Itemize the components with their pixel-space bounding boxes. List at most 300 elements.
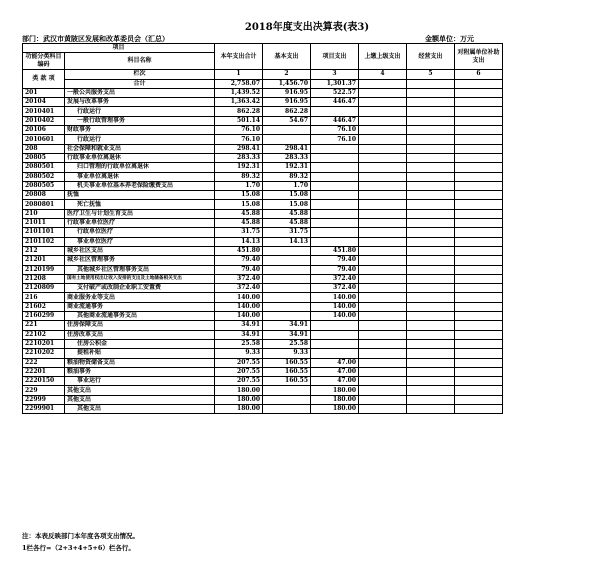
row-upper xyxy=(359,302,407,311)
row-biz xyxy=(407,153,455,162)
proj-header: 项目支出 xyxy=(311,44,359,70)
row-sub xyxy=(455,312,503,321)
row-code: 2101102 xyxy=(23,237,65,246)
table-row xyxy=(23,191,595,200)
row-total: 79.40 xyxy=(215,265,263,274)
table-row xyxy=(23,116,595,125)
table-row xyxy=(23,349,595,358)
row-project xyxy=(311,144,359,153)
table-row xyxy=(23,237,595,246)
row-basic: 862.28 xyxy=(263,107,311,116)
row-name: 行政事业单位离退休 xyxy=(65,153,215,162)
row-total: 25.58 xyxy=(215,339,263,348)
row-biz xyxy=(407,163,455,172)
row-spacer xyxy=(503,191,595,200)
row-project: 446.47 xyxy=(311,116,359,125)
row-spacer xyxy=(503,339,595,348)
row-project: 446.47 xyxy=(311,98,359,107)
row-sub xyxy=(455,256,503,265)
row-biz xyxy=(407,246,455,255)
row-name: 行政单位医疗 xyxy=(65,228,215,237)
row-name: 其他支出 xyxy=(65,404,215,413)
row-biz xyxy=(407,302,455,311)
row-code: 229 xyxy=(23,386,65,395)
row-spacer xyxy=(503,219,595,228)
table-row xyxy=(23,219,595,228)
row-project xyxy=(311,339,359,348)
row-total: 192.31 xyxy=(215,163,263,172)
table-row xyxy=(23,386,595,395)
row-upper xyxy=(359,293,407,302)
row-sub xyxy=(455,181,503,190)
row-project xyxy=(311,181,359,190)
row-basic xyxy=(263,135,311,144)
row-total: 15.08 xyxy=(215,191,263,200)
row-biz xyxy=(407,98,455,107)
table-row xyxy=(23,126,595,135)
row-sub xyxy=(455,386,503,395)
row-upper xyxy=(359,339,407,348)
total-sum: 2,758.07 xyxy=(215,79,263,88)
row-sub xyxy=(455,302,503,311)
row-spacer xyxy=(503,107,595,116)
row-basic: 15.08 xyxy=(263,200,311,209)
table-row xyxy=(23,256,595,265)
row-project xyxy=(311,153,359,162)
row-biz xyxy=(407,404,455,413)
row-total: 140.00 xyxy=(215,312,263,321)
row-basic: 160.55 xyxy=(263,377,311,386)
row-upper xyxy=(359,219,407,228)
row-total: 1.70 xyxy=(215,181,263,190)
row-name: 粮油事务 xyxy=(65,367,215,376)
row-project: 76.10 xyxy=(311,135,359,144)
row-spacer xyxy=(503,395,595,404)
note-line-2: 1栏各行=（2+3+4+5+6）栏各行。 xyxy=(22,544,135,552)
row-code: 21208 xyxy=(23,274,65,283)
row-sub xyxy=(455,246,503,255)
row-project: 79.40 xyxy=(311,256,359,265)
row-name: 死亡抚恤 xyxy=(65,200,215,209)
row-code: 2220150 xyxy=(23,377,65,386)
row-name: 支付破产或改制企业职工安置费 xyxy=(65,284,215,293)
row-biz xyxy=(407,321,455,330)
row-sub xyxy=(455,209,503,218)
col-num-6: 6 xyxy=(455,70,503,79)
row-biz xyxy=(407,358,455,367)
row-biz xyxy=(407,293,455,302)
col-num-1: 1 xyxy=(215,70,263,79)
row-upper xyxy=(359,349,407,358)
row-total: 140.00 xyxy=(215,293,263,302)
row-name: 住房保障支出 xyxy=(65,321,215,330)
col-num-5: 5 xyxy=(407,70,455,79)
row-name: 住房公积金 xyxy=(65,339,215,348)
row-sub xyxy=(455,330,503,339)
row-total: 34.91 xyxy=(215,330,263,339)
row-code: 2010402 xyxy=(23,116,65,125)
row-code: 21201 xyxy=(23,256,65,265)
row-upper xyxy=(359,330,407,339)
row-basic xyxy=(263,395,311,404)
row-biz xyxy=(407,144,455,153)
name-header: 科目名称 xyxy=(65,53,215,70)
row-spacer xyxy=(503,153,595,162)
table-row xyxy=(23,302,595,311)
table-row xyxy=(23,274,595,283)
row-biz xyxy=(407,339,455,348)
row-sub xyxy=(455,200,503,209)
row-code: 2080501 xyxy=(23,163,65,172)
row-basic: 192.31 xyxy=(263,163,311,172)
row-total: 89.32 xyxy=(215,172,263,181)
row-basic: 283.33 xyxy=(263,153,311,162)
row-code: 201 xyxy=(23,88,65,97)
row-name: 其他商业流通事务支出 xyxy=(65,312,215,321)
row-sub xyxy=(455,191,503,200)
row-sub xyxy=(455,237,503,246)
row-code: 20104 xyxy=(23,98,65,107)
row-sub xyxy=(455,274,503,283)
row-project: 47.00 xyxy=(311,377,359,386)
row-spacer xyxy=(503,126,595,135)
expenditure-table xyxy=(22,43,595,414)
row-spacer xyxy=(503,98,595,107)
row-basic xyxy=(263,284,311,293)
row-biz xyxy=(407,116,455,125)
row-basic: 298.41 xyxy=(263,144,311,153)
row-sub xyxy=(455,404,503,413)
row-code: 2120199 xyxy=(23,265,65,274)
row-sub xyxy=(455,358,503,367)
row-upper xyxy=(359,209,407,218)
table-row xyxy=(23,88,595,97)
row-code: 2101101 xyxy=(23,228,65,237)
row-upper xyxy=(359,191,407,200)
row-name: 医疗卫生与计划生育支出 xyxy=(65,209,215,218)
row-sub xyxy=(455,153,503,162)
row-total: 140.00 xyxy=(215,302,263,311)
row-basic: 15.08 xyxy=(263,191,311,200)
table-row xyxy=(23,404,595,413)
row-biz xyxy=(407,349,455,358)
row-upper xyxy=(359,228,407,237)
col-num-2: 2 xyxy=(263,70,311,79)
project-header: 项目 xyxy=(23,44,215,53)
row-basic: 45.88 xyxy=(263,209,311,218)
row-code: 20106 xyxy=(23,126,65,135)
row-basic: 160.55 xyxy=(263,358,311,367)
row-upper xyxy=(359,358,407,367)
table-row xyxy=(23,144,595,153)
row-biz xyxy=(407,228,455,237)
row-project: 180.00 xyxy=(311,395,359,404)
table-row xyxy=(23,339,595,348)
row-name: 粮油物资储备支出 xyxy=(65,358,215,367)
sub-header: 对附属单位补助支出 xyxy=(455,44,503,70)
unit-label: 金额单位：万元 xyxy=(425,34,474,43)
row-upper xyxy=(359,312,407,321)
row-name: 发展与改革事务 xyxy=(65,98,215,107)
row-biz xyxy=(407,312,455,321)
row-total: 283.33 xyxy=(215,153,263,162)
row-project: 140.00 xyxy=(311,302,359,311)
row-spacer xyxy=(503,367,595,376)
total-header: 本年支出合计 xyxy=(215,44,263,70)
row-project: 372.40 xyxy=(311,274,359,283)
row-name: 行政运行 xyxy=(65,135,215,144)
table-row xyxy=(23,153,595,162)
row-total: 451.80 xyxy=(215,246,263,255)
row-upper xyxy=(359,237,407,246)
row-code: 208 xyxy=(23,144,65,153)
row-basic: 31.75 xyxy=(263,228,311,237)
row-spacer xyxy=(503,265,595,274)
row-name: 行政运行 xyxy=(65,107,215,116)
row-code: 210 xyxy=(23,209,65,218)
table-row xyxy=(23,395,595,404)
basic-header: 基本支出 xyxy=(263,44,311,70)
table-row xyxy=(23,367,595,376)
row-biz xyxy=(407,284,455,293)
row-sub xyxy=(455,349,503,358)
row-name: 城乡社区管理事务 xyxy=(65,256,215,265)
row-project: 522.57 xyxy=(311,88,359,97)
row-name: 机关事业单位基本养老保险缴费支出 xyxy=(65,181,215,190)
row-code: 2010601 xyxy=(23,135,65,144)
row-biz xyxy=(407,200,455,209)
row-biz xyxy=(407,107,455,116)
row-sub xyxy=(455,284,503,293)
row-total: 1,439.52 xyxy=(215,88,263,97)
lei-header: 类 款 项 xyxy=(23,70,65,89)
row-project xyxy=(311,209,359,218)
table-row xyxy=(23,321,595,330)
row-name: 行政事业单位医疗 xyxy=(65,219,215,228)
row-total: 15.08 xyxy=(215,200,263,209)
row-total: 207.55 xyxy=(215,377,263,386)
row-total: 14.13 xyxy=(215,237,263,246)
row-code: 22999 xyxy=(23,395,65,404)
row-project xyxy=(311,172,359,181)
row-name: 其他支出 xyxy=(65,386,215,395)
table-row xyxy=(23,228,595,237)
row-project xyxy=(311,219,359,228)
row-upper xyxy=(359,98,407,107)
row-name: 商业流通事务 xyxy=(65,302,215,311)
row-spacer xyxy=(503,284,595,293)
row-project: 180.00 xyxy=(311,404,359,413)
row-upper xyxy=(359,144,407,153)
row-sub xyxy=(455,293,503,302)
row-name: 城乡社区支出 xyxy=(65,246,215,255)
row-biz xyxy=(407,191,455,200)
row-total: 76.10 xyxy=(215,126,263,135)
row-spacer xyxy=(503,274,595,283)
row-total: 79.40 xyxy=(215,256,263,265)
row-code: 2160299 xyxy=(23,312,65,321)
table-row xyxy=(23,163,595,172)
row-upper xyxy=(359,246,407,255)
row-project: 76.10 xyxy=(311,126,359,135)
row-spacer xyxy=(503,88,595,97)
row-sub xyxy=(455,172,503,181)
row-total: 372.40 xyxy=(215,284,263,293)
row-upper xyxy=(359,256,407,265)
row-upper xyxy=(359,181,407,190)
row-biz xyxy=(407,330,455,339)
row-spacer xyxy=(503,172,595,181)
row-project: 79.40 xyxy=(311,265,359,274)
row-upper xyxy=(359,321,407,330)
row-biz xyxy=(407,209,455,218)
row-total: 76.10 xyxy=(215,135,263,144)
row-upper xyxy=(359,126,407,135)
row-biz xyxy=(407,135,455,144)
row-project: 47.00 xyxy=(311,358,359,367)
row-sub xyxy=(455,228,503,237)
row-sub xyxy=(455,107,503,116)
row-code: 212 xyxy=(23,246,65,255)
row-biz xyxy=(407,172,455,181)
row-upper xyxy=(359,386,407,395)
heji-label: 合计 xyxy=(65,79,215,88)
row-project xyxy=(311,163,359,172)
row-basic xyxy=(263,293,311,302)
row-upper xyxy=(359,116,407,125)
table-row xyxy=(23,265,595,274)
table-row xyxy=(23,107,595,116)
code-header: 功能分类科目编码 xyxy=(23,53,65,70)
table-row xyxy=(23,135,595,144)
row-name: 事业单位离退休 xyxy=(65,172,215,181)
row-name: 归口管理的行政单位离退休 xyxy=(65,163,215,172)
row-code: 2210202 xyxy=(23,349,65,358)
row-spacer xyxy=(503,209,595,218)
row-upper xyxy=(359,367,407,376)
row-name: 一般公共服务支出 xyxy=(65,88,215,97)
row-code: 2080502 xyxy=(23,172,65,181)
row-spacer xyxy=(503,349,595,358)
row-total: 298.41 xyxy=(215,144,263,153)
row-basic: 916.95 xyxy=(263,98,311,107)
row-upper xyxy=(359,153,407,162)
row-upper xyxy=(359,404,407,413)
row-biz xyxy=(407,395,455,404)
row-total: 45.88 xyxy=(215,209,263,218)
row-sub xyxy=(455,116,503,125)
row-basic: 34.91 xyxy=(263,330,311,339)
row-code: 221 xyxy=(23,321,65,330)
row-biz xyxy=(407,386,455,395)
row-spacer xyxy=(503,256,595,265)
col-num-3: 3 xyxy=(311,70,359,79)
row-upper xyxy=(359,274,407,283)
row-upper xyxy=(359,284,407,293)
row-basic: 160.55 xyxy=(263,367,311,376)
row-code: 216 xyxy=(23,293,65,302)
row-sub xyxy=(455,395,503,404)
row-project xyxy=(311,237,359,246)
row-spacer xyxy=(503,377,595,386)
row-project xyxy=(311,330,359,339)
row-sub xyxy=(455,219,503,228)
upper-header: 上缴上级支出 xyxy=(359,44,407,70)
row-spacer xyxy=(503,181,595,190)
row-code: 2210201 xyxy=(23,339,65,348)
row-biz xyxy=(407,88,455,97)
basic-sum: 1,456.70 xyxy=(263,79,311,88)
row-biz xyxy=(407,274,455,283)
row-name: 商业服务业等支出 xyxy=(65,293,215,302)
row-code: 21602 xyxy=(23,302,65,311)
row-sub xyxy=(455,339,503,348)
row-total: 372.40 xyxy=(215,274,263,283)
row-name: 事业运行 xyxy=(65,377,215,386)
row-basic: 45.88 xyxy=(263,219,311,228)
table-body xyxy=(23,44,595,414)
row-code: 22201 xyxy=(23,367,65,376)
row-code: 20805 xyxy=(23,153,65,162)
row-basic: 25.58 xyxy=(263,339,311,348)
row-code: 2080505 xyxy=(23,181,65,190)
row-project: 140.00 xyxy=(311,293,359,302)
row-code: 2299901 xyxy=(23,404,65,413)
row-basic xyxy=(263,386,311,395)
row-name: 社会保障和就业支出 xyxy=(65,144,215,153)
row-upper xyxy=(359,163,407,172)
row-project: 47.00 xyxy=(311,367,359,376)
row-total: 207.55 xyxy=(215,358,263,367)
page-title: 2018年度支出决算表(表3) xyxy=(244,22,370,33)
row-spacer xyxy=(503,330,595,339)
row-project xyxy=(311,191,359,200)
row-project: 140.00 xyxy=(311,312,359,321)
table-row xyxy=(23,377,595,386)
row-project xyxy=(311,200,359,209)
row-upper xyxy=(359,88,407,97)
row-biz xyxy=(407,237,455,246)
row-project xyxy=(311,107,359,116)
row-project: 451.80 xyxy=(311,246,359,255)
row-project xyxy=(311,228,359,237)
row-code: 20808 xyxy=(23,191,65,200)
row-total: 180.00 xyxy=(215,395,263,404)
row-name: 一般行政管理事务 xyxy=(65,116,215,125)
row-name: 事业单位医疗 xyxy=(65,237,215,246)
row-biz xyxy=(407,367,455,376)
row-total: 31.75 xyxy=(215,228,263,237)
row-code: 21011 xyxy=(23,219,65,228)
row-upper xyxy=(359,107,407,116)
row-sub xyxy=(455,377,503,386)
row-spacer xyxy=(503,293,595,302)
table-row xyxy=(23,312,595,321)
table-row xyxy=(23,209,595,218)
row-spacer xyxy=(503,302,595,311)
row-spacer xyxy=(503,321,595,330)
row-name: 国有土地使用权出让收入安排的支出及土地储备相关支出 xyxy=(65,274,215,283)
row-total: 862.28 xyxy=(215,107,263,116)
row-total: 9.33 xyxy=(215,349,263,358)
row-name: 财政事务 xyxy=(65,126,215,135)
row-biz xyxy=(407,256,455,265)
row-project: 372.40 xyxy=(311,284,359,293)
table-row xyxy=(23,293,595,302)
row-code: 222 xyxy=(23,358,65,367)
row-biz xyxy=(407,219,455,228)
row-sub xyxy=(455,135,503,144)
